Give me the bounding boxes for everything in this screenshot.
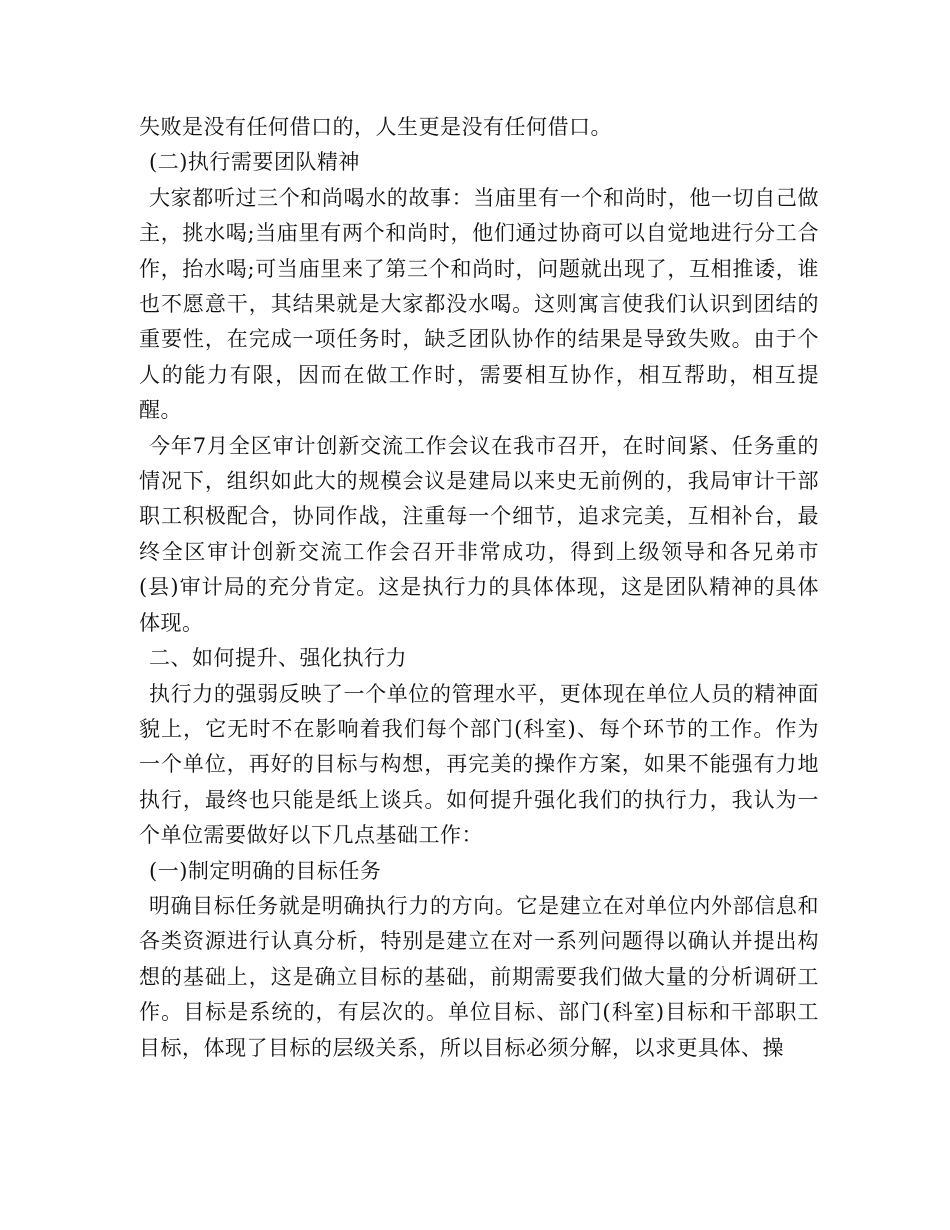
section-heading-clear-goals: (一)制定明确的目标任务 — [149, 858, 382, 883]
section-heading-team-spirit: (二)执行需要团队精神 — [149, 150, 360, 175]
paragraph-audit-conference: 今年7月全区审计创新交流工作会议在我市召开，在时间紧、任务重的情况下，组织如此大的规模会议是建局以来史无前例的，我局审计干部职工积极配合，协同作战，注重每一个细节，追求完美，互相补台，最终全区审计创新交流工作会召开非常成功，得到上级领导和各兄弟市(县)审计局的充分肯定。这是执行力的具体体现，这是团队精神的具体体现。 — [139, 433, 819, 635]
paragraph-goal-direction: 明确目标任务就是明确执行力的方向。它是建立在对单位内外部信息和各类资源进行认真分析，特别是建立在对一系列问题得以确认并提出构想的基础上，这是确立目标的基础，前期需要我们做大量的分析调研工作。目标是系统的，有层次的。单位目标、部门(科室)目标和干部职工目标，体现了目标的层级关系，所以目标必须分解，以求更具体、操 — [139, 893, 819, 1060]
paragraph-three-monks: 大家都听过三个和尚喝水的故事：当庙里有一个和尚时，他一切自己做主，挑水喝;当庙里有两个和尚时，他们通过协商可以自觉地进行分工合作，抬水喝;可当庙里来了第三个和尚时，问题就出现了，互相推诿，谁也不愿意干，其结果就是大家都没水喝。这则寓言使我们认识到团结的重要性，在完成一项任务时，缺乏团队协作的结果是导致失败。由于个人的能力有限，因而在做工作时，需要相互协作，相互帮助，相互提醒。 — [139, 185, 819, 423]
paragraph-continuation: 失败是没有任何借口的，人生更是没有任何借口。 — [139, 115, 612, 139]
paragraph-execution-management: 执行力的强弱反映了一个单位的管理水平，更体现在单位人员的精神面貌上，它无时不在影响着我们每个部门(科室)、每个环节的工作。作为一个单位，再好的目标与构想，再完美的操作方案，如果不能强有力地执行，最终也只能是纸上谈兵。如何提升强化我们的执行力，我认为一个单位需要做好以下几点基础工作： — [139, 681, 819, 848]
document-body — [139, 110, 819, 1066]
section-heading-improve-execution: 二、如何提升、强化执行力 — [149, 646, 407, 671]
